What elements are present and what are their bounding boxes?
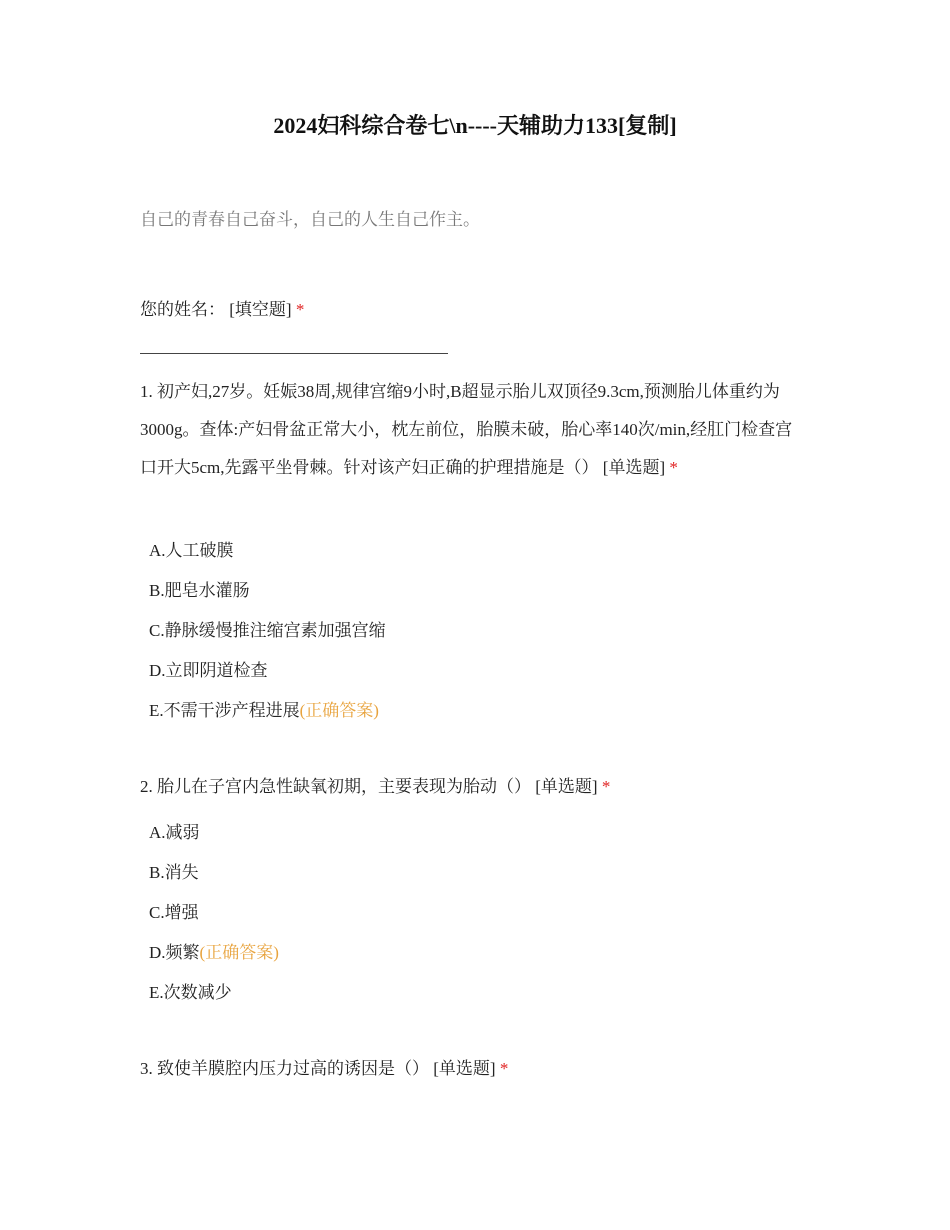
question-1-option-a[interactable]: A.人工破膜: [149, 541, 234, 560]
question-1-text: 1. 初产妇,27岁。妊娠38周,规律宫缩9小时,B超显示胎儿双顶径9.3cm,预测胎儿体重约为3000g。查体:产妇骨盆正常大小，枕左前位，胎膜未破，胎心率140次/min,经肛门检查宫口开大5cm,先露平坐骨棘。针对该产妇正确的护理措施是（）: [140, 382, 793, 477]
question-1: [140, 373, 805, 487]
question-2-type: [单选题]: [535, 777, 598, 796]
correct-answer-tag: (正确答案): [199, 943, 279, 962]
question-1-option-e[interactable]: E.不需干涉产程进展(正确答案): [149, 701, 379, 720]
question-1-option-d[interactable]: D.立即阴道检查: [149, 661, 268, 680]
question-1-option-c[interactable]: C.静脉缓慢推注缩宫素加强宫缩: [149, 621, 386, 640]
question-1-option-b[interactable]: B.肥皂水灌肠: [149, 581, 250, 600]
question-2-option-c[interactable]: C.增强: [149, 903, 199, 922]
name-input[interactable]: [140, 353, 448, 354]
name-question: [140, 297, 304, 323]
question-2-option-a[interactable]: A.减弱: [149, 823, 200, 842]
required-marker: *: [669, 458, 678, 477]
question-1-type: [单选题]: [602, 458, 666, 477]
question-2: [140, 768, 805, 806]
required-marker: *: [499, 1059, 509, 1078]
question-3: [140, 1050, 805, 1088]
required-marker: *: [295, 300, 305, 319]
correct-answer-tag: (正确答案): [299, 701, 379, 720]
question-2-option-e[interactable]: E.次数减少: [149, 983, 232, 1002]
question-2-option-d[interactable]: D.频繁(正确答案): [149, 943, 279, 962]
name-question-label: 您的姓名：: [140, 300, 225, 319]
question-2-option-b[interactable]: B.消失: [149, 863, 199, 882]
page-title: 2024妇科综合卷七\n----天辅助力133[复制]: [273, 113, 677, 138]
question-3-type: [单选题]: [433, 1059, 496, 1078]
page-subtitle: 自己的青春自己奋斗，自己的人生自己作主。: [140, 210, 480, 229]
question-3-text: 3. 致使羊膜腔内压力过高的诱因是（）: [140, 1059, 429, 1078]
required-marker: *: [601, 777, 611, 796]
name-question-type: [填空题]: [229, 300, 292, 319]
question-2-text: 2. 胎儿在子宫内急性缺氧初期，主要表现为胎动（）: [140, 777, 531, 796]
